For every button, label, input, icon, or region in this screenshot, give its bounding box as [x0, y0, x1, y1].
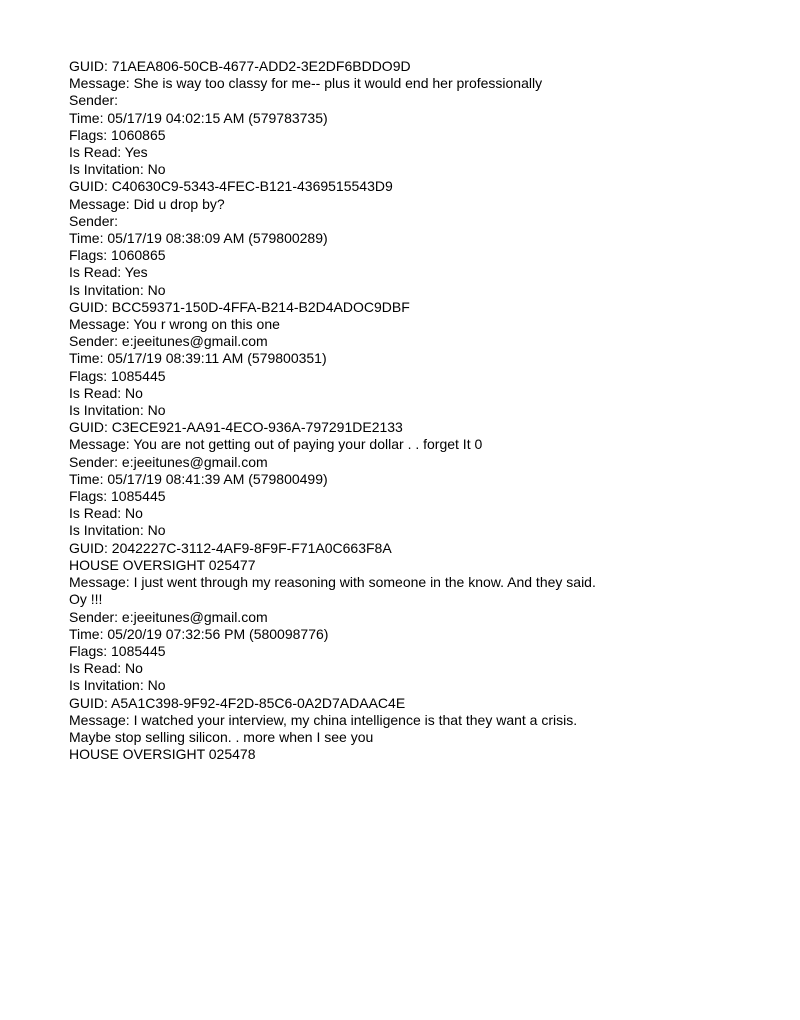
message-line: Message: You are not getting out of paying your dollar . . forget It 0: [69, 436, 483, 453]
message-line: Message: I just went through my reasoning with someone in the know. And they said.: [69, 574, 596, 591]
is-invitation-line: Is Invitation: No: [69, 677, 166, 694]
guid-line: GUID: 71AEA806-50CB-4677-ADD2-3E2DF6BDDO9D: [69, 58, 411, 74]
sender-line: Sender: e:jeeitunes@gmail.com: [69, 453, 268, 470]
message-line: Message: Did u drop by?: [69, 195, 225, 212]
flags-line: Flags: 1085445: [69, 367, 166, 384]
flags-line: Flags: 1060865: [69, 247, 166, 264]
is-invitation-line: Is Invitation: No: [69, 402, 166, 419]
is-read-line: Is Read: No: [69, 505, 143, 522]
sender-line: Sender: e:jeeitunes@gmail.com: [69, 333, 268, 350]
guid-line: GUID: BCC59371-150D-4FFA-B214-B2D4ADOC9DBF: [69, 298, 410, 315]
flags-line: Flags: 1085445: [69, 488, 166, 505]
bates-stamp: HOUSE OVERSIGHT 025478: [69, 746, 256, 763]
time-line: Time: 05/17/19 08:38:09 AM (579800289): [69, 230, 328, 247]
sender-line: Sender:: [69, 212, 119, 229]
message-line: Message: She is way too classy for me-- plus it would end her professionally: [69, 75, 543, 92]
flags-line: Flags: 1060865: [69, 126, 166, 143]
sender-line: Sender: e:jeeitunes@gmail.com: [69, 608, 268, 625]
is-invitation-line: Is Invitation: No: [69, 522, 166, 539]
time-line: Time: 05/17/19 08:39:11 AM (579800351): [69, 350, 327, 367]
guid-line: GUID: A5A1C398-9F92-4F2D-85C6-0A2D7ADAAC4E: [69, 694, 406, 711]
is-read-line: Is Read: Yes: [69, 264, 148, 281]
guid-line: GUID: C40630C9-5343-4FEC-B121-4369515543D9: [69, 178, 393, 195]
message-line: Message: I watched your interview, my china intelligence is that they want a crisis.: [69, 711, 578, 728]
is-read-line: Is Read: No: [69, 384, 143, 401]
flags-line: Flags: 1085445: [69, 642, 166, 659]
is-invitation-line: Is Invitation: No: [69, 161, 166, 178]
sender-line: Sender:: [69, 92, 119, 109]
message-continuation-line: Maybe stop selling silicon. . more when I see you: [69, 728, 374, 745]
time-line: Time: 05/20/19 07:32:56 PM (580098776): [69, 625, 329, 642]
guid-line: GUID: 2042227C-3112-4AF9-8F9F-F71A0C663F8A: [69, 539, 392, 556]
bates-stamp: HOUSE OVERSIGHT 025477: [69, 556, 256, 573]
is-read-line: Is Read: No: [69, 660, 143, 677]
document-page: [69, 58, 769, 763]
message-continuation-line: Oy !!!: [69, 591, 103, 608]
time-line: Time: 05/17/19 08:41:39 AM (579800499): [69, 470, 328, 487]
is-read-line: Is Read: Yes: [69, 144, 148, 161]
is-invitation-line: Is Invitation: No: [69, 281, 166, 298]
message-line: Message: You r wrong on this one: [69, 316, 280, 333]
guid-line: GUID: C3ECE921-AA91-4ECO-936A-797291DE2133: [69, 419, 403, 436]
time-line: Time: 05/17/19 04:02:15 AM (579783735): [69, 109, 328, 126]
